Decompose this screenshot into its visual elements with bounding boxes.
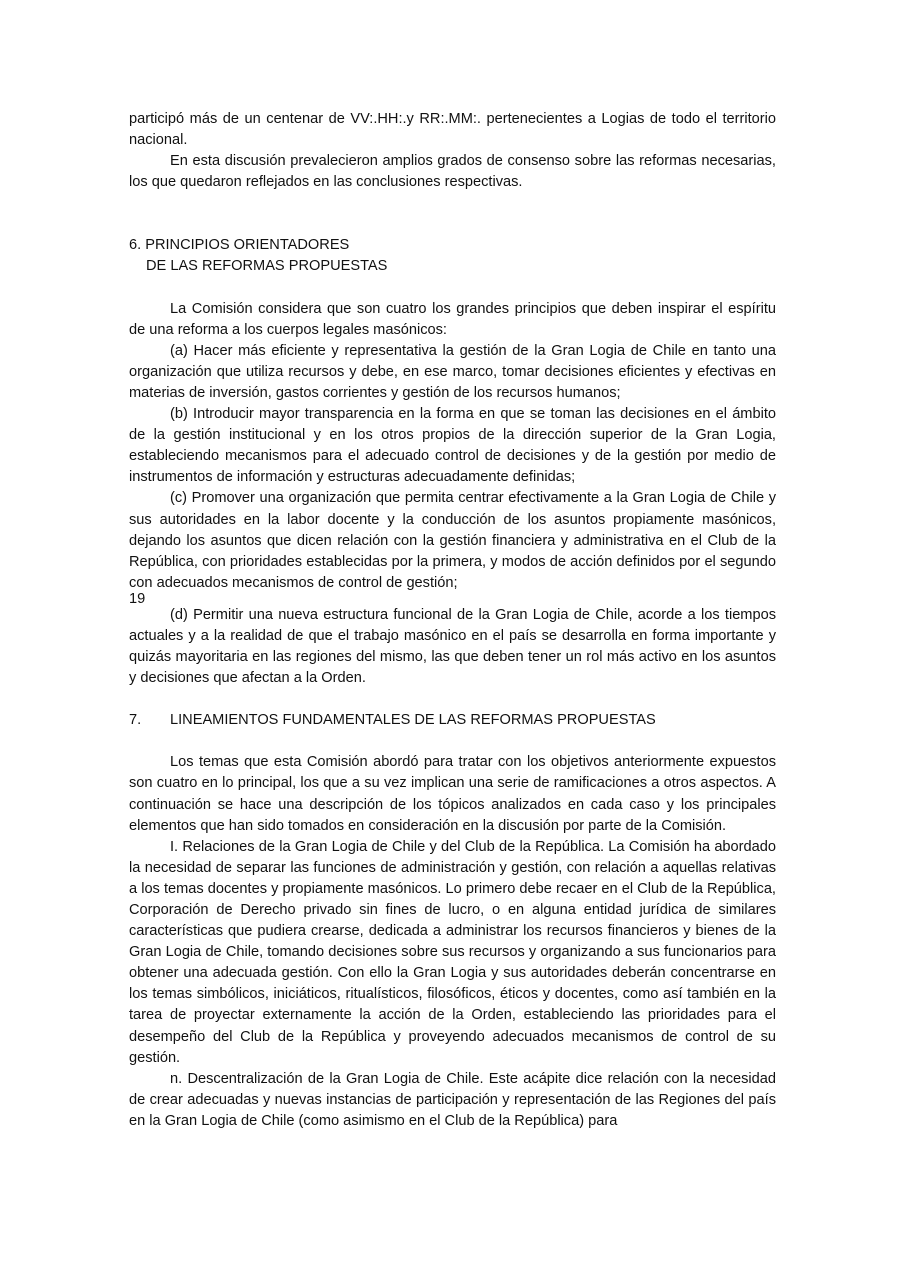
principle-b: (b) Introducir mayor transparencia en la forma en que se toman las decisiones en el ámbito de la gestión institucional y en los otros propios de la dirección superior de la Gran Logia, estableciendo mecanismos para el adecuado control de decisiones y de la gestión por medio de instrumentos de información y estructuras adecuadamente definidas; bbox=[129, 406, 776, 486]
section-6-title-line-2: DE LAS REFORMAS PROPUESTAS bbox=[146, 258, 388, 275]
page-number: 19 bbox=[129, 590, 146, 607]
principle-a: (a) Hacer más eficiente y representativa la gestión de la Gran Logia de Chile en tanto una organización que utiliza recursos y debe, en ese marco, tomar decisiones eficientes y efectivas en materias de inversión, gastos corrientes y gestión de los recursos humanos; bbox=[129, 342, 776, 401]
section-7-heading bbox=[129, 710, 776, 731]
section-6-title-line-1: 6. PRINCIPIOS ORIENTADORES bbox=[129, 237, 350, 254]
section-6-heading bbox=[129, 235, 776, 277]
topic-i-relations: I. Relaciones de la Gran Logia de Chile y del Club de la República. La Comisión ha abordado la necesidad de separar las funciones de administración y gestión, con relación a aquellas relativas a los temas docentes y propiamente masónicos. Lo primero debe recaer en el Club de la República, Corporación de Derecho privado sin fines de lucro, o en alguna entidad jurídica de similares características que pudiera crearse, dedicada a administrar los recursos financieros y bienes de la Gran Logia de Chile, tomando decisiones sobre sus recursos y organizando a sus funcionarios para obtener una adecuada gestión. Con ello la Gran Logia y sus autoridades deberán concentrarse en los temas simbólicos, iniciáticos, ritualísticos, filosóficos, éticos y docentes, como así también en la tarea de proyectar externamente la acción de la Orden, estableciendo las prioridades para el desempeño del Club de la República y proveyendo adecuados mecanismos de control de su gestión. bbox=[129, 838, 776, 1066]
topic-ii-decentralization: n. Descentralización de la Gran Logia de Chile. Este acápite dice relación con la necesidad de crear adecuadas y nuevas instancias de participación y representación de las Regiones del país en la Gran Logia de Chile (como asimismo en el Club de la República) para bbox=[129, 1070, 776, 1129]
paragraph-consensus: En esta discusión prevalecieron amplios grados de consenso sobre las reformas necesarias, los que quedaron reflejados en las conclusiones respectivas. bbox=[129, 153, 776, 191]
document-page bbox=[129, 109, 776, 1132]
principle-c: (c) Promover una organización que permita centrar efectivamente a la Gran Logia de Chile y sus autoridades en la labor docente y la conducción de los asuntos propiamente masónicos, dejando los asuntos que dicen relación con la gestión financiera y administrativa en el Club de la República, con prioridades establecidas por la primera, y modos de acción definidos por el segundo con adecuados mecanismos de control de gestión; bbox=[129, 490, 776, 591]
section-6-intro: La Comisión considera que son cuatro los grandes principios que deben inspirar el espíritu de una reforma a los cuerpos legales masónicos: bbox=[129, 300, 776, 338]
principle-d: (d) Permitir una nueva estructura funcional de la Gran Logia de Chile, acorde a los tiempos actuales y a la realidad de que el trabajo masónico en el país se desarrolla en forma importante y quizás mayoritaria en las regiones del mismo, las que deben tener un rol más activo en los asuntos y decisiones que afectan a la Orden. bbox=[129, 606, 776, 687]
paragraph-intro-continuation: participó más de un centenar de VV:.HH:.y RR:.MM:. pertenecientes a Logias de todo el territorio nacional. bbox=[129, 111, 776, 149]
section-7-number: 7. bbox=[129, 712, 142, 729]
section-7-title: LINEAMIENTOS FUNDAMENTALES DE LAS REFORMAS PROPUESTAS bbox=[170, 712, 656, 729]
section-7-intro: Los temas que esta Comisión abordó para tratar con los objetivos anteriormente expuestos son cuatro en lo principal, los que a su vez implican una serie de ramificaciones a otros aspectos. A continuación se hace una descripción de los tópicos analizados en cada caso y los principales elementos que han sido tomados en consideración en la discusión por parte de la Comisión. bbox=[129, 754, 776, 834]
